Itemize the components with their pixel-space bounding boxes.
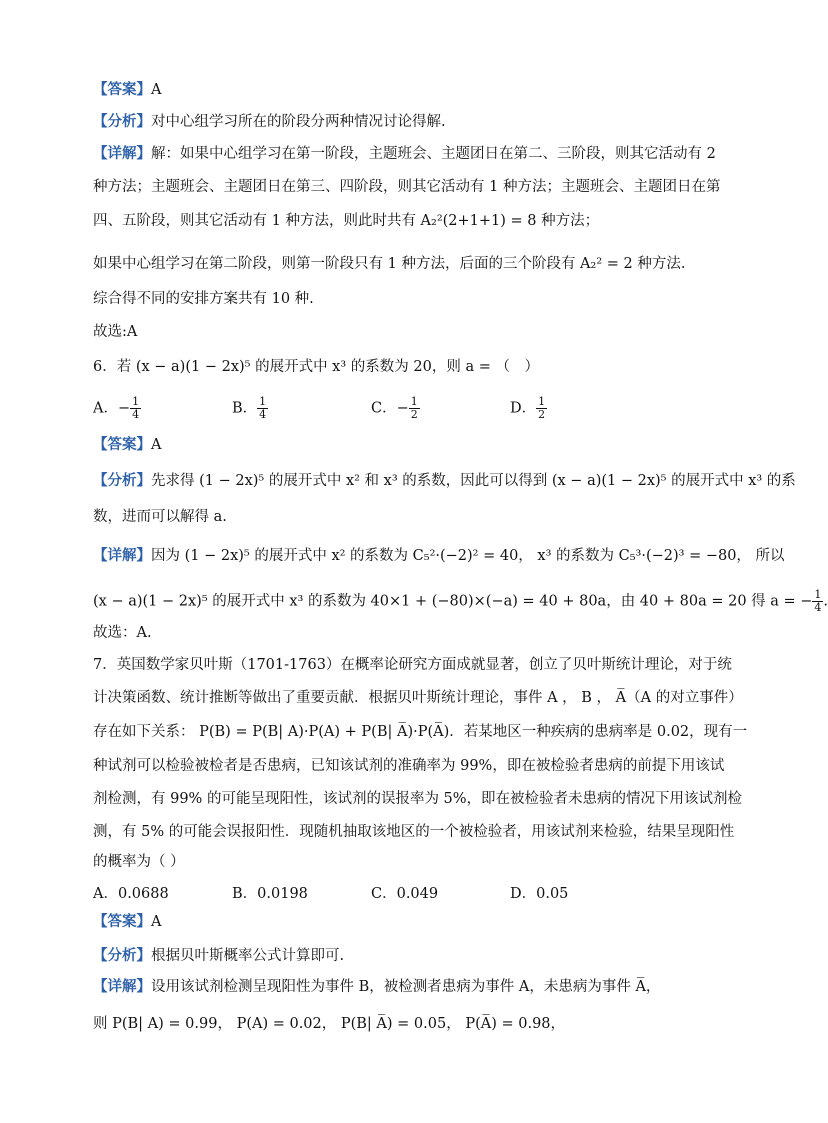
answer-tag: 【答案】 (93, 913, 151, 930)
q6-analysis-line: 数，进而可以解得 a. (93, 509, 227, 525)
analysis-tag: 【分析】 (93, 472, 151, 489)
detail-tag: 【详解】 (93, 145, 151, 162)
q6-option-b: B． $\frac{1}{4}$ (232, 395, 267, 421)
answer-tag: 【答案】 (93, 81, 151, 98)
q7-answer: 【答案】A (93, 913, 162, 930)
answer-tag: 【答案】 (93, 436, 151, 453)
q7-option-a: A．0.0688 (93, 886, 169, 902)
q7-option-d: D．0.05 (510, 886, 569, 902)
q5-detail-line: 种方法；主题班会、主题团日在第三、四阶段，则其它活动有 1 种方法；主题班会、主题团日在第 (93, 179, 721, 195)
q6-option-a: A．− $\frac{1}{4}$ (93, 395, 140, 421)
q6-analysis: 【分析】先求得 (1 − 2x)⁵ 的展开式中 x² 和 x³ 的系数，因此可以得到 (x − a)(1 − 2x)⁵ 的展开式中 x³ 的系 (93, 472, 796, 489)
q5-detail-line: 四、五阶段，则其它活动有 1 种方法，则此时共有 A₂²(2+1+1) = 8 种方法； (93, 213, 600, 229)
q5-detail-line: 【详解】解：如果中心组学习在第一阶段，主题班会、主题团日在第二、三阶段，则其它活动有 2 (93, 145, 716, 162)
q7-stem-line: 剂检测，有 99% 的可能呈现阳性，该试剂的误报率为 5%，即在被检验者未患病的情况下用该试剂检 (93, 791, 743, 807)
q6-detail-line: (x − a)(1 − 2x)⁵ 的展开式中 x³ 的系数为 40×1 + (−80)×(−a) = 40 + 80a，由 40 + 80a = 20 得 a = − $\frac{1}{4}$ . (93, 588, 828, 614)
q7-option-c: C．0.049 (371, 886, 439, 902)
q7-stem-line: 种试剂可以检验被检者是否患病，已知该试剂的准确率为 99%，即在被检验者患病的前提下用该试 (93, 758, 725, 774)
detail-tag: 【详解】 (93, 547, 151, 564)
q5-conclusion: 故选:A (93, 324, 138, 340)
q6-stem: 6．若 (x − a)(1 − 2x)⁵ 的展开式中 x³ 的系数为 20，则 a = （ ） (93, 359, 539, 375)
q7-stem-line: 7．英国数学家贝叶斯（1701-1763）在概率论研究方面成就显著，创立了贝叶斯统计理论，对于统 (93, 657, 732, 673)
q7-detail-line: 则 P(B| A) = 0.99， P(A) = 0.02， P(B| A̅) = 0.05， P(A̅) = 0.98， (93, 1016, 566, 1032)
q6-option-c: C．− $\frac{1}{2}$ (371, 395, 418, 421)
q7-stem-line: 存在如下关系： P(B) = P(B| A)·P(A) + P(B| A̅)·P(A̅)．若某地区一种疾病的患病率是 0.02，现有一 (93, 724, 748, 740)
fraction: $\frac{1}{4}$ (814, 588, 822, 614)
q6-option-d: D． $\frac{1}{2}$ (510, 395, 546, 421)
q7-option-b: B．0.0198 (232, 886, 308, 902)
q5-detail-line: 综合得不同的安排方案共有 10 种. (93, 291, 314, 307)
fraction: $\frac{1}{4}$ (259, 395, 267, 421)
q7-analysis: 【分析】根据贝叶斯概率公式计算即可. (93, 947, 345, 964)
analysis-tag: 【分析】 (93, 947, 151, 964)
q7-stem-line: 测，有 5% 的可能会误报阳性．现随机抽取该地区的一个被检验者，用该试剂来检验，结果呈现阳性 (93, 824, 735, 840)
q7-detail: 【详解】设用该试剂检测呈现阳性为事件 B，被检测者患病为事件 A，未患病为事件 A̅， (93, 978, 661, 995)
q5-analysis: 【分析】对中心组学习所在的阶段分两种情况讨论得解. (93, 113, 446, 130)
fraction: $\frac{1}{2}$ (410, 395, 418, 421)
q6-conclusion: 故选：A. (93, 625, 152, 641)
q6-answer: 【答案】A (93, 436, 162, 453)
fraction: $\frac{1}{4}$ (132, 395, 140, 421)
q6-detail: 【详解】因为 (1 − 2x)⁵ 的展开式中 x² 的系数为 C₅²·(−2)² = 40， x³ 的系数为 C₅³·(−2)³ = −80， 所以 (93, 547, 785, 564)
detail-tag: 【详解】 (93, 978, 151, 995)
q7-stem-line: 的概率为（ ） (93, 854, 185, 870)
q7-stem-line: 计决策函数、统计推断等做出了重要贡献．根据贝叶斯统计理论，事件 A ， B ， A̅（A 的对立事件） (93, 690, 743, 706)
analysis-tag: 【分析】 (93, 113, 151, 130)
q5-answer: 【答案】A (93, 81, 162, 98)
fraction: $\frac{1}{2}$ (538, 395, 546, 421)
q5-detail-line: 如果中心组学习在第二阶段，则第一阶段只有 1 种方法，后面的三个阶段有 A₂² = 2 种方法. (93, 256, 686, 272)
